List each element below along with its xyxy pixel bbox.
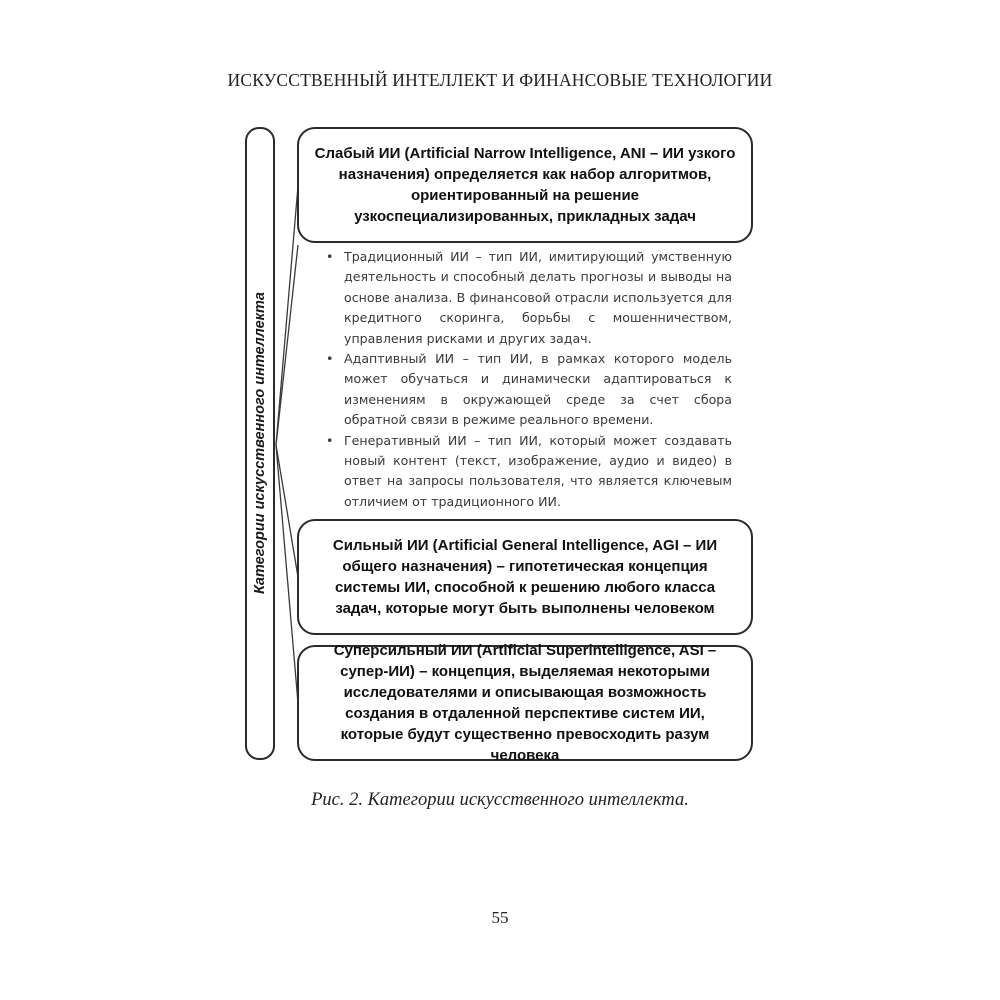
connector-to-strong-ai (276, 445, 298, 577)
strong-ai-box (297, 519, 753, 635)
page-number: 55 (491, 908, 509, 927)
connector-to-super-ai (276, 445, 298, 703)
super-ai-box (297, 642, 753, 764)
weak-ai-box (297, 127, 753, 243)
strong-ai-text: Сильный ИИ (Artificial General Intelligence, AGI – ИИ общего назначения) – гипотетическая концепция системы ИИ, способной к решению любого класса задач, которые могут быть выполнены человеком (332, 537, 718, 617)
list-item-generative-ai: • Генеративный ИИ – тип ИИ, который может создавать новый контент (текст, изображение, аудио и видео) в ответ на запросы пользователя, что является ключевым отличием от традиционного ИИ. (344, 431, 732, 513)
list-item-adaptive-ai: • Адаптивный ИИ – тип ИИ, в рамках которого модель может обучаться и динамически адаптироваться к изменениям в окружающей среде за счет сбора обратной связи в режиме реального времени. (344, 349, 732, 431)
figure-caption: Рис. 2. Категории искусственного интеллекта. (311, 790, 689, 810)
weak-ai-text: Слабый ИИ (Artificial Narrow Intelligence, ANI – ИИ узкого назначения) определяется как набор алгоритмов, ориентированный на решение узкоспециализированных, прикладных задач (314, 145, 736, 225)
category-side-label: Категории искусственного интеллекта (252, 292, 268, 594)
connector-to-bullets (276, 245, 298, 445)
connector-to-weak-ai (276, 186, 298, 445)
list-item-traditional-ai: • Традиционный ИИ – тип ИИ, имитирующий умственную деятельность и способный делать прогнозы и выводы на основе анализа. В финансовой отрасли используется для кредитного скоринга, борьбы с мошенничеством, управления рисками и других задач. (344, 247, 732, 349)
running-head: ИСКУССТВЕННЫЙ ИНТЕЛЛЕКТ И ФИНАНСОВЫЕ ТЕХНОЛОГИИ (227, 70, 773, 90)
ai-types-list (344, 247, 732, 512)
super-ai-text: Суперсильный ИИ (Artificial Superintelligence, ASI – супер-ИИ) – концепция, выделяемая некоторыми исследователями и описывающая возможность создания в отдаленной перспективе систем ИИ, которые будут существенно превосходить разум человека (333, 642, 717, 764)
